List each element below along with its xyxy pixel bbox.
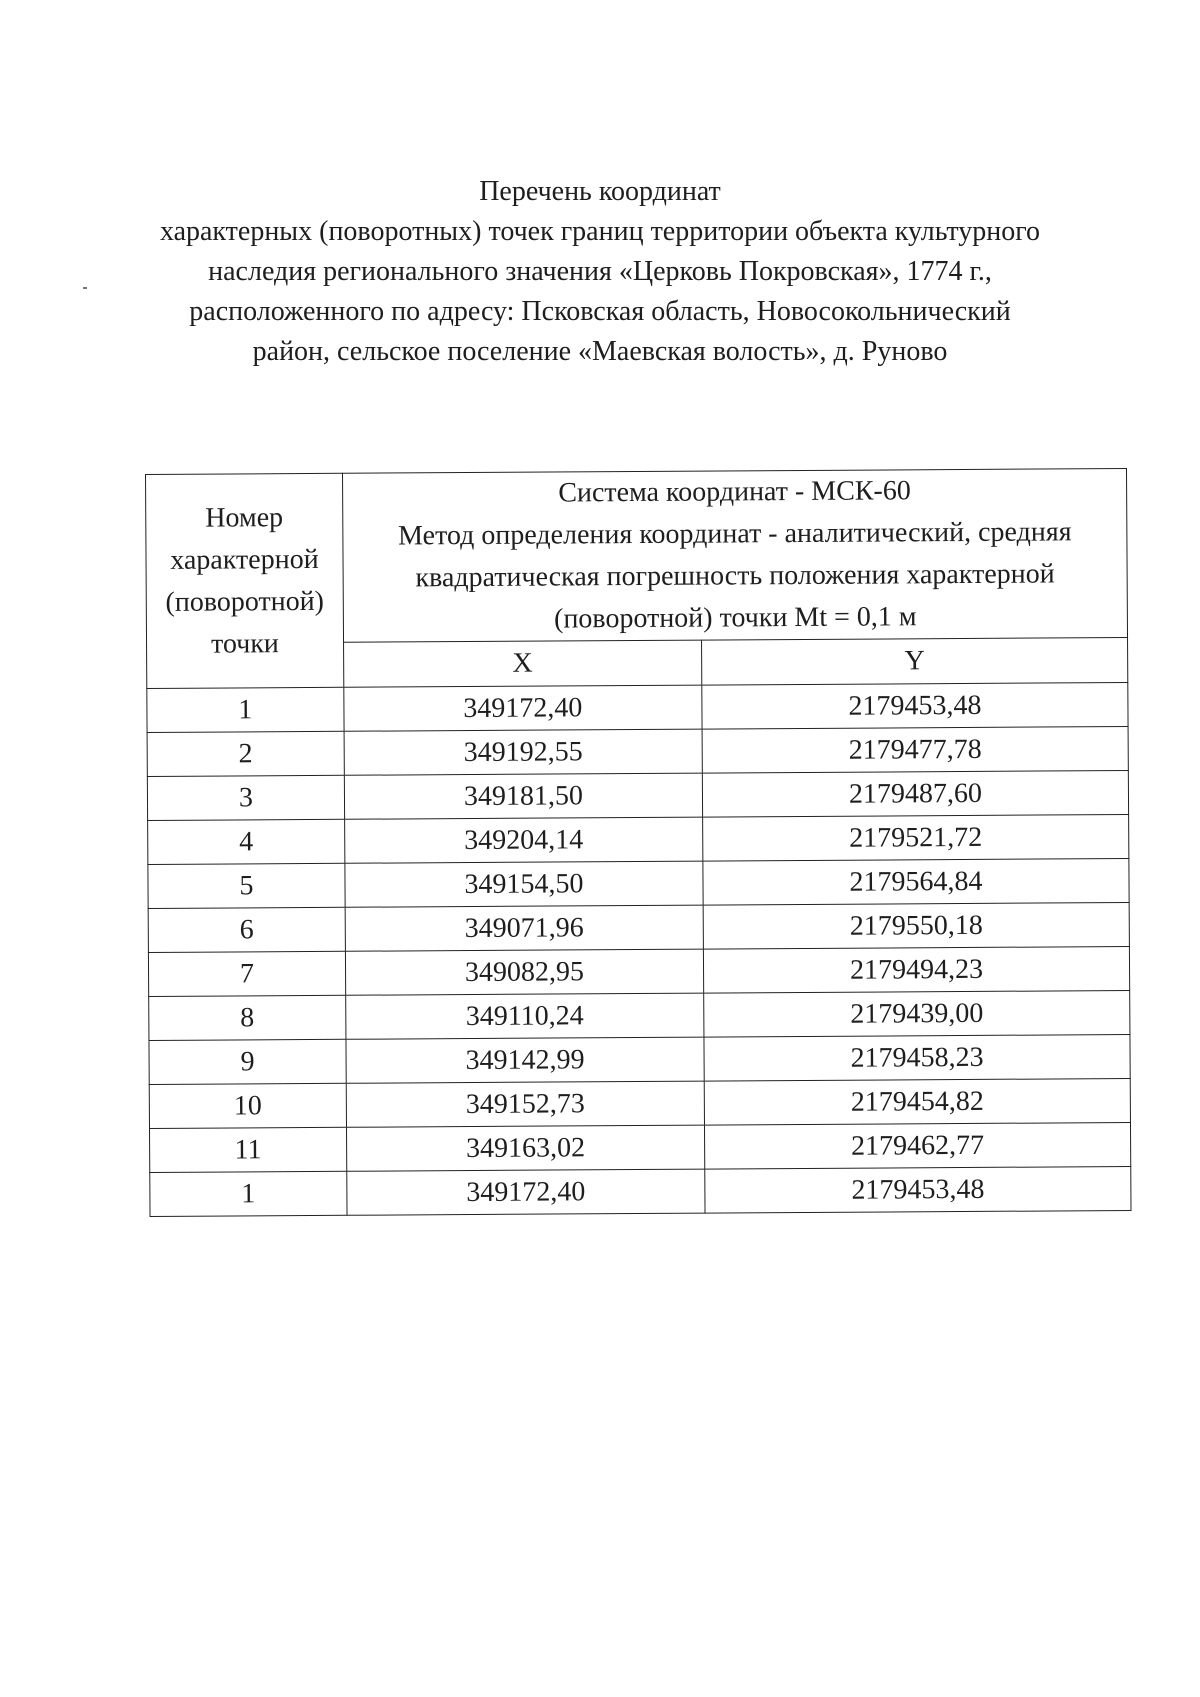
y-coordinate-cell: 2179494,23 (703, 946, 1129, 993)
title-line: Перечень координат (479, 176, 721, 207)
table-row (147, 726, 1128, 776)
table-row (150, 1166, 1131, 1216)
point-number-cell: 2 (147, 731, 344, 776)
system-header-line: Система координат - МСК-60 (558, 475, 911, 509)
title-line: район, сельское поселение «Маевская волость», д. Руново (252, 336, 948, 367)
x-coordinate-cell: 349192,55 (344, 729, 702, 775)
point-number-cell: 6 (148, 907, 345, 952)
table-row (149, 990, 1130, 1040)
point-number-cell: 5 (148, 863, 345, 908)
point-number-cell: 9 (149, 1039, 346, 1084)
x-column-header: X (343, 640, 701, 687)
x-coordinate-cell: 349163,02 (346, 1125, 704, 1171)
y-coordinate-cell: 2179550,18 (703, 902, 1129, 949)
x-coordinate-cell: 349071,96 (345, 905, 703, 951)
table-row (148, 902, 1129, 952)
y-coordinate-cell: 2179462,77 (705, 1122, 1131, 1169)
title-line: характерных (поворотных) точек границ территории объекта культурного (159, 216, 1041, 247)
x-coordinate-cell: 349110,24 (346, 993, 704, 1039)
y-coordinate-cell: 2179477,78 (702, 726, 1128, 773)
system-header-line: (поворотной) точки Mt = 0,1 м (553, 601, 917, 635)
y-coordinate-cell: 2179487,60 (702, 770, 1128, 817)
point-number-cell: 3 (147, 775, 344, 820)
x-coordinate-cell: 349142,99 (346, 1037, 704, 1083)
point-number-cell: 1 (150, 1171, 347, 1216)
scan-artifact-mark (83, 287, 87, 289)
coordinates-table (145, 468, 1132, 1217)
table-row (148, 858, 1129, 908)
point-header-line: характерной (170, 543, 319, 576)
x-coordinate-cell: 349204,14 (344, 817, 702, 863)
point-number-header (146, 473, 344, 688)
y-column-header: Y (702, 638, 1128, 686)
x-coordinate-cell: 349082,95 (345, 949, 703, 995)
y-coordinate-cell: 2179439,00 (704, 990, 1130, 1037)
coordinate-system-header (342, 469, 1127, 643)
table-row (149, 1034, 1130, 1084)
title-line: расположенного по адресу: Псковская область, Новосокольнический (189, 296, 1011, 327)
x-coordinate-cell: 349152,73 (346, 1081, 704, 1127)
point-header-line: Номер (205, 501, 284, 534)
point-header-line: (поворотной) (165, 585, 325, 618)
y-coordinate-cell: 2179564,84 (703, 858, 1129, 905)
y-coordinate-cell: 2179458,23 (704, 1034, 1130, 1081)
x-coordinate-cell: 349181,50 (344, 773, 702, 819)
point-number-cell: 7 (148, 951, 345, 996)
point-header-line: точки (210, 627, 279, 660)
title-line: наследия регионального значения «Церковь Покровская», 1774 г., (208, 256, 992, 287)
table-row (147, 770, 1128, 820)
table-row (149, 1122, 1130, 1172)
point-number-cell: 8 (149, 995, 346, 1040)
y-coordinate-cell: 2179454,82 (704, 1078, 1130, 1125)
document-title (120, 172, 1080, 372)
table-row (149, 1078, 1130, 1128)
x-coordinate-cell: 349172,40 (347, 1169, 705, 1215)
point-number-cell: 4 (148, 819, 345, 864)
x-coordinate-cell: 349154,50 (345, 861, 703, 907)
system-header-line: квадратическая погрешность положения характерной (415, 558, 1055, 594)
y-coordinate-cell: 2179521,72 (703, 814, 1129, 861)
y-coordinate-cell: 2179453,48 (702, 683, 1128, 730)
point-number-cell: 1 (147, 687, 344, 732)
x-coordinate-cell: 349172,40 (344, 685, 702, 731)
table-header-row (146, 469, 1128, 644)
y-coordinate-cell: 2179453,48 (705, 1166, 1131, 1213)
point-number-cell: 11 (149, 1127, 346, 1172)
table-row (148, 814, 1129, 864)
table-row (148, 946, 1129, 996)
table-row (147, 683, 1128, 733)
point-number-cell: 10 (149, 1083, 346, 1128)
system-header-line: Метод определения координат - аналитический, средняя (397, 516, 1072, 552)
